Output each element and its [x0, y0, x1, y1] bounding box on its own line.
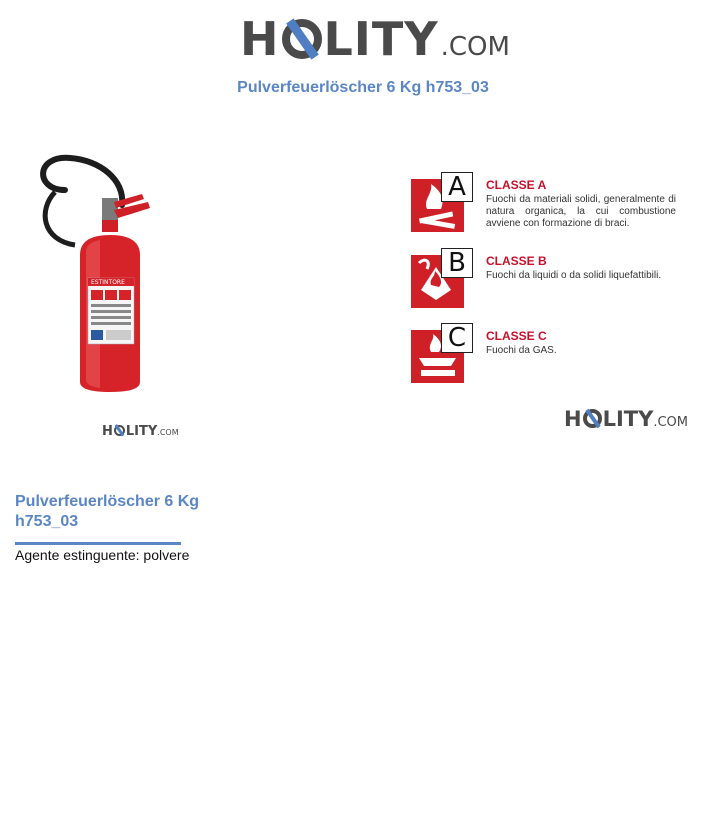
class-description: Fuochi da GAS.	[486, 345, 557, 356]
class-name: CLASSE C	[486, 329, 547, 343]
logo-text-suffix: LITY	[602, 407, 654, 431]
divider	[15, 542, 181, 545]
class-description: Fuochi da materiali solidi, generalmente di natura organica, la cui combustione avviene con formazione di braci.	[486, 194, 676, 229]
logo-ring-icon	[114, 425, 125, 436]
holity-logo[interactable]	[240, 12, 510, 66]
extinguisher-label-text: ESTINTORE	[91, 279, 125, 286]
logo-text-suffix: LITY	[125, 424, 158, 439]
logo-ring-icon	[282, 19, 322, 59]
fire-class-a	[411, 172, 681, 232]
logo-domain: .COM	[653, 415, 688, 430]
class-letter: B	[441, 248, 473, 278]
logo-text-prefix: H	[102, 424, 113, 439]
extinguishing-agent: Agente estinguente: polvere	[15, 547, 190, 563]
class-name: CLASSE B	[486, 254, 547, 268]
page-title: Pulverfeuerlöscher 6 Kg h753_03	[237, 79, 489, 96]
logo-ring-icon	[583, 409, 602, 428]
class-letter: C	[441, 323, 473, 353]
logo-domain: .COM	[157, 428, 179, 437]
logo-domain: .COM	[440, 32, 510, 62]
class-description: Fuochi da liquidi o da solidi liquefattibili.	[486, 270, 662, 281]
fire-class-c	[411, 323, 681, 383]
logo-text-prefix: H	[564, 407, 582, 431]
holity-logo-small	[564, 407, 688, 431]
holity-logo-small	[102, 424, 179, 439]
logo-text-prefix: H	[240, 12, 280, 66]
class-letter: A	[441, 172, 473, 202]
logo-text-suffix: LITY	[323, 12, 439, 66]
class-name: CLASSE A	[486, 178, 547, 192]
extinguisher-image	[30, 150, 170, 400]
product-name: Pulverfeuerlöscher 6 Kg h753_03	[15, 493, 200, 530]
fire-class-b	[411, 248, 681, 308]
